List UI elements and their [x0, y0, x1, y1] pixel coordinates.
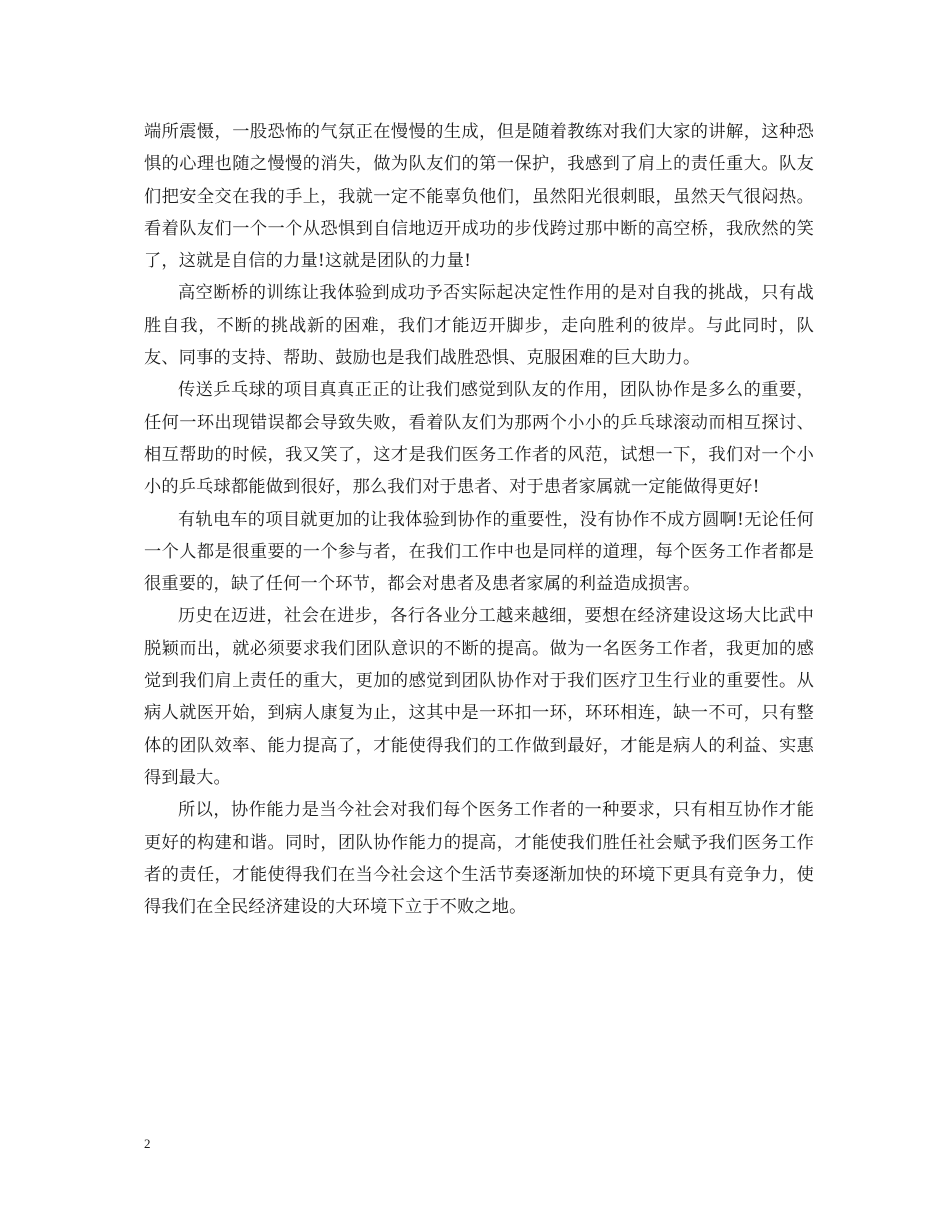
document-body — [144, 116, 814, 923]
paragraph-conclusion: 所以，协作能力是当今社会对我们每个医务工作者的一种要求，只有相互协作才能更好的构建和谐。同时，团队协作能力的提高，才能使我们胜任社会赋予我们医务工作者的责任，才能使得我们在当今社会这个生活节奏逐渐加快的环境下更具有竞争力，使得我们在全民经济建设的大环境下立于不败之地。 — [144, 800, 814, 918]
paragraph-history: 历史在迈进，社会在进步，各行各业分工越来越细，要想在经济建设这场大比武中脱颖而出，就必须要求我们团队意识的不断的提高。做为一名医务工作者，我更加的感觉到我们肩上责任的重大，更加的感觉到团队协作对于我们医疗卫生行业的重要性。从病人就医开始，到病人康复为止，这其中是一环扣一环，环环相连，缺一不可，只有整体的团队效率、能力提高了，才能使得我们的工作做到最好，才能是病人的利益、实惠得到最大。 — [144, 606, 814, 788]
paragraph-tram: 有轨电车的项目就更加的让我体验到协作的重要性，没有协作不成方圆啊!无论任何一个人都是很重要的一个参与者，在我们工作中也是同样的道理，每个医务工作者都是很重要的，缺了任何一个环节，都会对患者及患者家属的利益造成损害。 — [144, 509, 814, 595]
paragraph-ping-pong: 传送乒乓球的项目真真正正的让我们感觉到队友的作用，团队协作是多么的重要，任何一环出现错误都会导致失败，看着队友们为那两个小小的乒乓球滚动而相互探讨、相互帮助的时候，我又笑了，这才是我们医务工作者的风范，试想一下，我们对一个小小的乒乓球都能做到很好，那么我们对于患者、对于患者家属就一定能做得更好! — [144, 380, 814, 498]
page-number: 2 — [144, 1136, 151, 1151]
paragraph-continuation: 端所震慑，一股恐怖的气氛正在慢慢的生成，但是随着教练对我们大家的讲解，这种恐惧的心理也随之慢慢的消失，做为队友们的第一保护，我感到了肩上的责任重大。队友们把安全交在我的手上，我就一定不能辜负他们，虽然阳光很刺眼，虽然天气很闷热。看着队友们一个一个从恐惧到自信地迈开成功的步伐跨过那中断的高空桥，我欣然的笑了，这就是自信的力量!这就是团队的力量! — [144, 122, 814, 272]
paragraph-high-bridge: 高空断桥的训练让我体验到成功予否实际起决定性作用的是对自我的挑战，只有战胜自我，不断的挑战新的困难，我们才能迈开脚步，走向胜利的彼岸。与此同时，队友、同事的支持、帮助、鼓励也是我们战胜恐惧、克服困难的巨大助力。 — [144, 283, 814, 369]
